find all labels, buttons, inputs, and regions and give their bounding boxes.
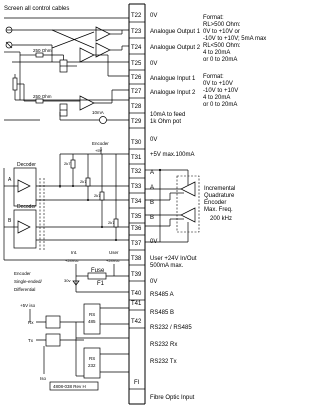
res-2k7-label: 2k7 [108,220,115,225]
terminal-label: 10mA to feed 1k Ohm pot [150,112,186,125]
terminal-id: T22 [131,13,142,19]
terminal-t36 [129,226,197,269]
terminal-id: T39 [131,272,142,278]
encoder-note-line: Single-ended/ [14,279,42,284]
encoder-note-line: Differential [14,287,36,292]
terminal-id: T23 [131,29,142,35]
output-format-line: RL>500 Ohm: [203,22,241,28]
terminal-id: FI [134,380,140,386]
encoder-spec-line: Encoder [204,200,227,206]
encoder-wiring [4,141,129,292]
output-format-line: RL<500 Ohm: [203,43,241,49]
int-24v-label: +24Vcc [65,258,79,263]
receiver-b-symbol [181,208,195,222]
encoder-spec-line: Quadrature [204,193,235,199]
encoder-label: Encoder [92,141,109,146]
rs232-block-label: 232 [88,363,96,368]
decoder-b-label: Decoder [17,204,36,210]
screen-cables-note: Screen all control cables [4,6,70,12]
terminal-id: T33 [131,184,142,190]
supply-5v-label: +5V [95,148,103,153]
output-format-line: or 0 to 20mA [203,57,238,63]
terminal-t23 [129,29,201,38]
terminal-label: Fibre Optic Input [150,395,195,401]
terminal-fi [129,380,195,401]
terminal-id: T36 [131,226,142,232]
fuse-label: Fuse [91,268,105,274]
terminal-label: Analogue Output 1 [150,29,201,35]
terminal-id: T24 [131,45,142,51]
optocoupler-rx [46,316,60,328]
terminal-id: T27 [131,89,142,95]
terminal-id: T37 [131,241,142,247]
rx-label: Rx [28,320,34,325]
terminal-label: 0V [150,239,158,245]
res-250-top-label: 250 Ohm [33,48,52,53]
terminal-label: B [150,200,155,206]
encoder-note-line: Encoder [14,271,31,276]
res-2k7-label: 2k7 [64,161,71,166]
terminal-label: RS232 Tx [150,359,177,365]
iso-label: Iso [40,376,47,381]
input-format-line: -10V to +10V [203,88,239,94]
rs232-block-label: RS [89,356,96,361]
terminal-id: T41 [131,301,142,307]
terminal-label: 0V [150,13,158,19]
terminal-label: +5V max.100mA [150,152,195,158]
terminal-label: 0V [150,61,158,67]
terminal-t26 [129,75,196,84]
terminal-label: A [150,185,155,191]
terminal-id: T29 [131,119,142,125]
output-format-line: 0V to +10V or [203,29,240,35]
terminal-id: T40 [131,291,142,297]
optocoupler-tx [46,334,60,346]
terminal-id: T42 [131,319,142,325]
terminal-id: T34 [131,199,142,205]
user-label: User [109,250,119,255]
terminal-label: Analogue Input 2 [150,90,196,96]
output-format-note [203,15,266,63]
iso-supply-label: +5V iso [20,303,36,308]
input-2-amp-symbol [80,96,94,110]
output-1-amp-symbol [96,27,110,41]
output-format-title: Format: [203,15,224,21]
user-24v-label: +24Vcc [106,258,120,263]
input-format-line: 4 to 20mA [203,95,231,101]
terminal-id: T25 [131,61,142,67]
input-format-title: Format: [203,74,224,80]
terminal-id: T31 [131,155,142,161]
terminal-label: 0V [150,137,158,143]
int-label: Int. [71,250,78,255]
terminal-label: RS485 B [150,310,175,316]
terminal-id: T26 [131,75,142,81]
encoder-spec-line: 200 kHz [210,216,233,222]
supply-24v-wiring [64,250,129,292]
terminal-label: A [150,170,155,176]
rs485-block-label: RS [89,312,96,317]
input-format-note [203,74,238,108]
serial-comms-wiring [20,303,129,381]
terminal-label: User +24V In/Out 500mA max. [150,256,197,269]
encoder-spec-line: Max. Freq. [204,207,233,213]
terminal-id: T35 [131,214,142,220]
terminal-label: B [150,215,155,221]
terminal-label: 0V [150,279,158,285]
input-format-line: 0V to +10V [203,81,233,87]
input-format-line: or 0 to 20mA [203,102,238,108]
terminal-t22 [129,13,157,22]
terminal-label: RS232 / RS485 [150,325,192,331]
v30-label: 30v [64,278,71,283]
pot-current-label: 10mA [92,110,104,115]
current-source-symbol [100,117,107,124]
channel-b-label: B [8,218,12,224]
output-format-line: -10V to +10V; 5mA max [203,36,267,42]
drawing-ref: 4808-038 Rev H [53,384,86,389]
analogue-input-wiring [4,48,129,124]
terminal-id: T28 [131,104,142,110]
terminal-label: Analogue Output 2 [150,45,201,51]
encoder-spec-note [204,186,235,222]
terminal-id: T30 [131,140,142,146]
tx-label: Tx [28,338,33,343]
res-250-bottom-label: 250 Ohm [33,94,52,99]
pot-symbol [13,78,17,90]
encoder-spec-line: Incremental [204,186,236,192]
terminal-t24 [129,45,201,54]
decoder-b-box [14,210,36,248]
analogue-output-wiring [4,18,129,62]
terminal-label: RS485 A [150,292,174,298]
input-1-amp-symbol [80,48,94,62]
res-2k7-label: 2k7 [80,179,87,184]
terminal-label: Analogue Input 1 [150,76,196,82]
decoder-a-label: Decoder [17,162,36,168]
fuse-id: F1 [97,281,105,287]
terminal-t25 [129,61,157,70]
res-2k7-label: 2k7 [94,193,101,198]
channel-a-label: A [8,177,12,183]
terminal-t27 [129,89,196,98]
rs485-block-label: 485 [88,319,96,324]
terminal-label: RS232 Rx [150,342,178,348]
terminal-id: T32 [131,169,142,175]
terminal-id: T38 [131,256,142,262]
output-format-line: 4 to 20mA [203,50,231,56]
decoder-a-box [14,168,36,206]
